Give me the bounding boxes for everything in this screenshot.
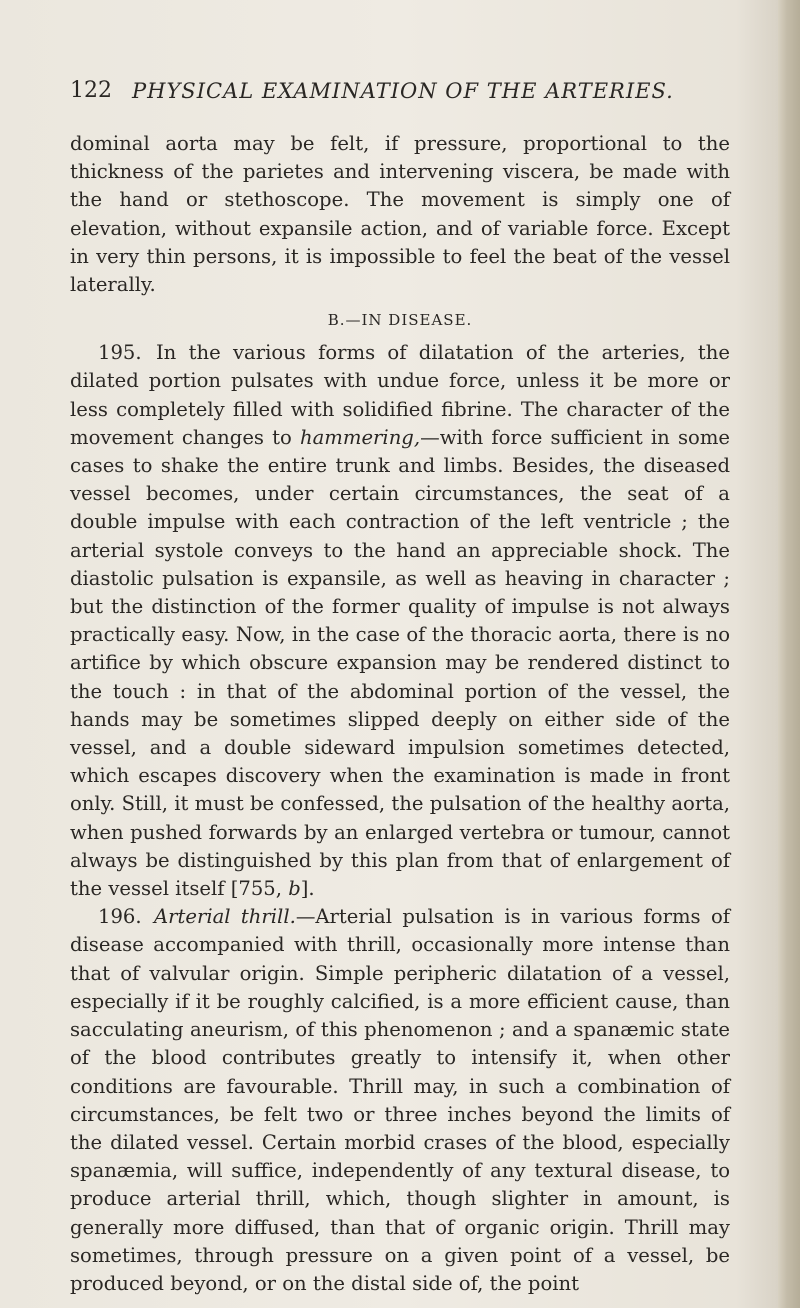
- reference-letter: b: [288, 877, 301, 901]
- paragraph-text: —with force sufficient in some cases to shake the entire trunk and limbs. Besides, the diseased vessel becomes, under certain circumstances, the seat of a double impulse with each contraction of the left ventricle ; the arterial systole conveys to the hand an appreciable shock. The diastolic pulsation is expansile, as well as heaving in character ; but the distinction of the former quality of impulse is not always practically easy. Now, in the case of the thoracic aorta, there is no artifice by which obscure expansion may be rendered distinct to the touch : in that of the abdominal portion of the vessel, the hands may be sometimes slipped deeply on either side of the vessel, and a double sideward impulsion sometimes detected, which escapes discovery when the examination is made in front only. Still, it must be confessed, the pulsation of the healthy aorta, when pushed forwards by an enlarged vertebra or tumour, cannot always be distinguished by this plan from that of enlargement of the vessel itself [755,: [70, 425, 731, 901]
- running-title: PHYSICAL EXAMINATION OF THE ARTERIES.: [132, 79, 674, 103]
- page-number: 122: [70, 78, 112, 103]
- emphasis-text: Arterial thrill.: [154, 905, 296, 929]
- paragraph-195: [70, 339, 730, 903]
- page-edge: [778, 0, 800, 1308]
- paragraph-number: 195.: [98, 341, 142, 365]
- reference-close: ].: [300, 877, 315, 901]
- continuation-paragraph: dominal aorta may be felt, if pressure, proportional to the thickness of the parietes and intervening viscera, be made with the hand or stethoscope. The movement is simply one of elevation, without expansile action, and of variable force. Except in very thin persons, it is impossible to feel the beat of the vessel laterally.: [70, 132, 730, 297]
- paragraph-number: 196.: [98, 905, 142, 929]
- paragraph-text: —Arterial pulsation is in various forms of disease accompanied with thrill, occasionally more intense than that of valvular origin. Simple peripheric dilatation of a vessel, especially if it be roughly calcified, is a more efficient cause, than sacculating aneurism, of this phenomenon ; and a spanæmic state of the blood contributes greatly to intensify it, when other conditions are favourable. Thrill may, in such a combination of circumstances, be felt two or three inches beyond the limits of the dilated vessel. Certain morbid crases of the blood, especially spanæmia, will suffice, independently of any textural disease, to produce arterial thrill, which, though slighter in amount, is generally more diffused, than that of organic origin. Thrill may sometimes, through pressure on a given point of a vessel, be produced beyond, or on the distal side of, the point: [70, 905, 730, 1295]
- section-heading: B.—IN DISEASE.: [327, 311, 473, 330]
- emphasis-text: hammering,: [300, 425, 421, 449]
- paragraph-196: [70, 903, 730, 1298]
- paragraph-text: In the various forms of dilatation of the arteries, the dilated portion pulsates with undue force, unless it be more or less completely filled with solidified fibrine. The character of the movement changes to: [70, 341, 730, 449]
- body-text: [70, 130, 730, 1298]
- page-header: [70, 76, 730, 106]
